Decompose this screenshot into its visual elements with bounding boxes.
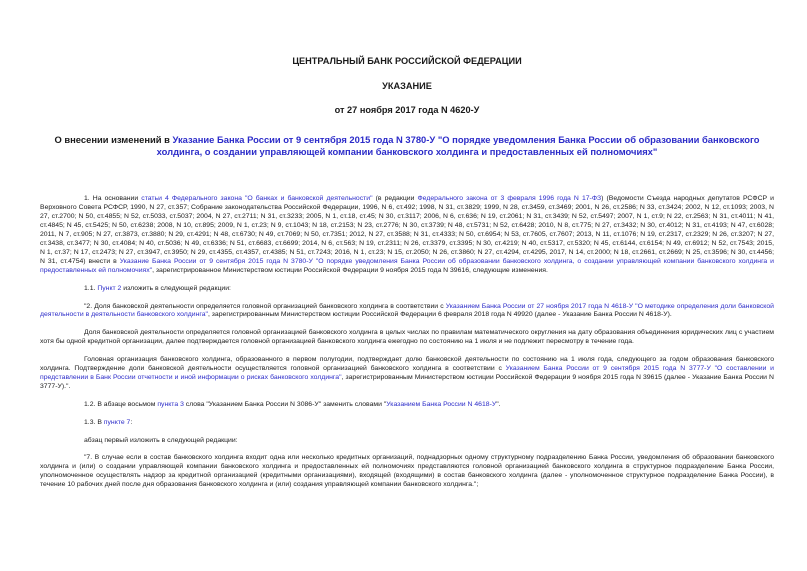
p2-text-2: изложить в следующей редакции: [121, 284, 231, 292]
paragraph-punkt-7: "7. В случае если в состав банковского холдинга входит одна или несколько кредитных организаций, поднадзорных одному структурному подразделению Банка России, уведомления об образовании банковского холдинга и (или) о создании управляющей компании банковского холдинга и предоставленных ей полномочиях представляются головной организацией банковского холдинга в структурное подразделение Банка России, уполномоченное осуществлять надзор за кредитной организацией (кредитными организациями), входящей (входящими) в состав банковского холдинга (далее - уполномоченное структурное подразделение Банка России), в течение 10 рабочих дней после дня образования банковского холдинга и (или) создания управляющей компании банковского холдинга."; [40, 454, 774, 488]
paragraph-abzac-first: абзац первый изложить в следующей редакции: [84, 437, 238, 445]
paragraph-holding-confirmation [40, 356, 774, 392]
p6-text-3: ". [496, 401, 501, 409]
title-link-ukazanie-3780u[interactable]: Указание Банка России от 9 сентября 2015 года N 3780-У "О порядке уведомления Банка России об образовании банковского холдинга, о создании управляющей компании банковского холдинга и предоставленных ей полномочиях" [156, 134, 760, 157]
p1-text-1: 1. На основании [84, 195, 142, 202]
p3-text-2: , зарегистрированным Министерством юстиции Российской Федерации 6 февраля 2018 года N 49920 (далее - Указание Банка России N 4618-У). [207, 311, 672, 319]
paragraph-1-1 [40, 285, 774, 294]
p6-text-1: 1.2. В абзаце восьмом [84, 401, 158, 409]
document-title [40, 134, 774, 157]
paragraph-punkt-2 [40, 303, 774, 321]
document-date-heading: от 27 ноября 2017 года N 4620-У [334, 105, 480, 115]
p1-text-2: (в редакции [372, 195, 418, 202]
p3-text-1: "2. Доля банковской деятельности определяется головной организацией банковского холдинга в соответствии с [84, 302, 446, 310]
paragraph-1-3 [40, 419, 774, 428]
paragraph-bank-share: Доля банковской деятельности определяется головной организацией банковского холдинга в целых числах по правилам математического округления на дату образования объединения юридических лиц с участием хотя бы одной кредитной организации, далее подтверждается головной организацией банковского холдинга ежегодно по состоянию на 1 июля и не подлежит пересмотру в течение года. [40, 329, 774, 346]
paragraph-1-2 [40, 401, 774, 410]
link-article-4-law[interactable]: статьи 4 Федерального закона "О банках и банковской деятельности" [141, 195, 373, 202]
link-ukazanie-4618u[interactable]: Указанием Банка России от 27 ноября 2017 года N 4618-У "О методике определения доли банковской деятельности в деятельности банковского холдинга" [40, 302, 774, 319]
p7-text-1: 1.3. В [84, 419, 104, 427]
p7-text-2: : [130, 419, 133, 427]
link-punkt-7[interactable]: пункте 7 [103, 419, 131, 427]
p6-text-2: слова "Указанием Банка России N 3086-У" заменить словами " [183, 401, 387, 409]
paragraph-1 [40, 195, 774, 276]
title-prefix: О внесении изменений в [54, 134, 173, 145]
link-punkt-3[interactable]: пункта 3 [157, 401, 184, 409]
p1-text-3: ) (Ведомости Съезда народных депутатов РСФСР и Верховного Совета РСФСР, 1990, N 27, ст.357; Собрание законодательства Российской Федерации, 1996, N 6, ст.492; 1998, N 31, ст.3829; 1999, N 28, ст.3459, ст.3469; 2001, N 26, ст.2586; N 33, ст.3424; 2002, N 12, ст.1093; 2003, N 27, ст.2700; N 50, ст.4855; N 52, ст.5033, ст.5037; 2004, N 27, ст.2711; N 31, ст.3233; 2005, N 1, ст.18, ст.45; N 30, ст.3117; 2006, N 6, ст.636; N 19, ст.2061; N 31, ст.3439; N 52, ст.5497; 2007, N 1, ст.9; N 22, ст.2563; N 31, ст.4011; N 41, ст.4845; N 45, ст.5425; N 50, ст.6238; 2008, N 10, ст.895; 2009, N 1, ст.23; N 9, ст.1043; N 18, ст.2153; N 23, ст.2776; N 30, ст.3739; N 48, ст.5731; N 52, ст.6428; 2010, N 8, ст.775; N 27, ст.3432; N 30, ст.4012; N 31, ст.4193; N 47, ст.6028; 2011, N 7, ст.905; N 27, ст.3873, ст.3880; N 29, ст.4291; N 48, ст.6730; N 49, ст.7069; N 50, ст.7351; 2012, N 27, ст.3588; N 31, ст.4333; N 50, ст.6954; N 53, ст.7605, ст.7607; 2013, N 11, ст.1076; N 19, ст.2317, ст.2329; N 26, ст.3207; N 27, ст.3438, ст.3477; N 30, ст.4084; N 40, ст.5036; N 49, ст.6336; N 51, ст.6683, ст.6699; 2014, N 6, ст.563; N 19, ст.2311; N 26, ст.3379, ст.3395; N 30, ст.4219; N 40, ст.5317, ст.5320; N 45, ст.6144, ст.6154; N 49, ст.6912; N 52, ст.7543; 2015, N 1, ст.37; N 17, ст.2473; N 27, ст.3947, ст.3950; N 29, ст.4355, ст.4357, ст.4385; N 51, ст.7243; 2016, N 1, ст.23; N 15, ст.2050; N 26, ст.3860; N 27, ст.4294, ст.4295, 2017, N 14, ст.2000; N 18, ст.2661, ст.2669; N 25, ст.3596; N 30, ст.4456; N 31, ст.4754) внести в [40, 195, 774, 265]
link-punkt-2[interactable]: Пункт 2 [97, 284, 122, 292]
link-ukazanie-3780u[interactable]: Указание Банка России от 9 сентября 2015 года N 3780-У "О порядке уведомления Банка России об образовании банковского холдинга, о создании управляющей компании банковского холдинга и предоставленных ей полномочиях" [40, 257, 775, 274]
link-ukazanie-4618u-short[interactable]: Указанием Банка России N 4618-У [386, 401, 497, 409]
link-ukazanie-3777u[interactable]: Указанием Банка России от 9 сентября 2015 года N 3777-У "О составлении и представлении в Банк России отчетности и иной информации о рисках банковского холдинга" [40, 365, 774, 382]
bank-name-heading: ЦЕНТРАЛЬНЫЙ БАНК РОССИЙСКОЙ ФЕДЕРАЦИИ [292, 56, 522, 66]
document-type-heading: УКАЗАНИЕ [382, 81, 432, 91]
p5-text-2: , зарегистрированным Министерством юстиции Российской Федерации 9 ноября 2015 года N 39615 (далее - Указание Банка России N 3777-У).". [40, 374, 774, 391]
p2-text-1: 1.1. [84, 284, 98, 292]
p5-text-1: Головная организация банковского холдинга, образованного в первом полугодии, подтверждает долю банковской деятельности по состоянию на 1 июля года, следующего за годом образования банковского холдинга. Подтверждение доли банковской деятельности осуществляется головной организацией банковского холдинга в соответствии с [40, 356, 774, 373]
p1-text-4: , зарегистрированное Министерством юстиции Российской Федерации 9 ноября 2015 года N 39616, следующие изменения. [152, 266, 548, 274]
link-federal-law-17fz[interactable]: Федерального закона от 3 февраля 1996 года N 17-ФЗ [417, 195, 602, 202]
